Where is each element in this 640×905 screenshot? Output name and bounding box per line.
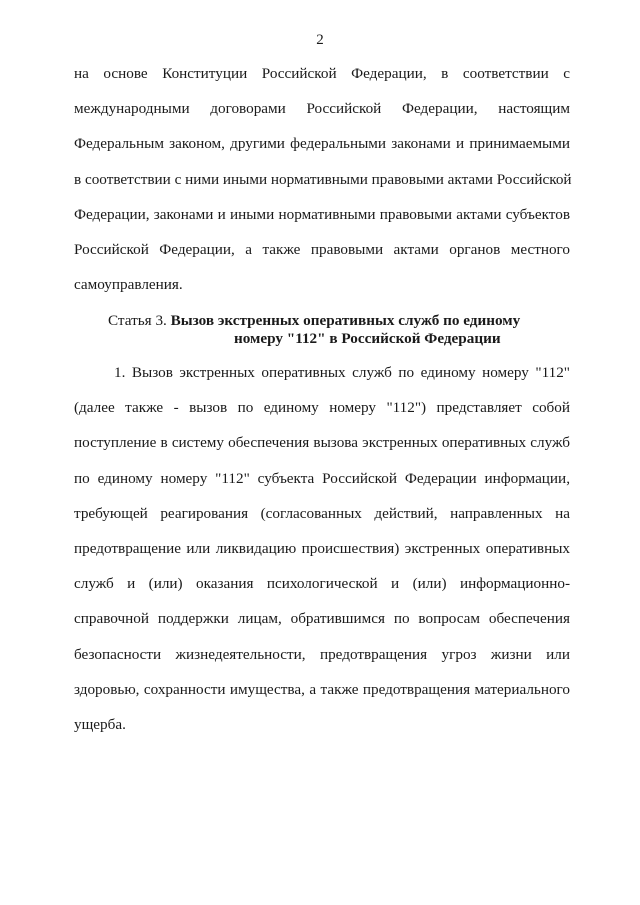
text-line: по единому номеру "112" субъекта Российской Федерации информации, [74, 469, 570, 487]
text-line: предотвращение или ликвидацию происшествия) экстренных оперативных [74, 539, 570, 557]
article-title-line2: номеру "112" в Российской Федерации [234, 330, 501, 347]
intro-paragraph [74, 56, 570, 302]
text-line: поступление в систему обеспечения вызова экстренных оперативных служб [74, 434, 570, 452]
article-title-line1: Вызов экстренных оперативных служб по единому [170, 312, 521, 329]
text-line: (далее также - вызов по единому номеру "112") представляет собой [74, 399, 570, 417]
text-line: справочной поддержки лицам, обратившимся по вопросам обеспечения [74, 610, 570, 628]
text-line: Федерации, законами и иными нормативными правовыми актами субъектов [74, 205, 570, 223]
text-line: на основе Конституции Российской Федерации, в соответствии с [74, 65, 570, 82]
text-line: в соответствии с ними иными нормативными правовыми актами Российской [74, 170, 572, 188]
text-line: Российской Федерации, а также правовыми актами органов местного [74, 240, 570, 258]
page-number: 2 [316, 32, 324, 48]
text-line: Федеральным законом, другими федеральными законами и принимаемыми [74, 135, 570, 153]
text-line: служб и (или) оказания психологической и (или) информационно- [74, 575, 570, 593]
article-heading [108, 312, 578, 348]
text-line: безопасности жизнедеятельности, предотвращения угроз жизни или [74, 645, 570, 663]
text-line: 1. Вызов экстренных оперативных служб по единому номеру "112" [114, 364, 570, 381]
text-line: международными договорами Российской Федерации, настоящим [74, 100, 570, 118]
text-line: ущерба. [74, 715, 126, 733]
text-line: здоровью, сохранности имущества, а также предотвращения материального [74, 680, 570, 698]
article-number: Статья 3. [108, 312, 167, 329]
text-line: самоуправления. [74, 276, 183, 294]
text-line: требующей реагирования (согласованных действий, направленных на [74, 504, 570, 522]
article-paragraph-1 [74, 355, 570, 742]
article-heading-row1 [108, 312, 578, 330]
